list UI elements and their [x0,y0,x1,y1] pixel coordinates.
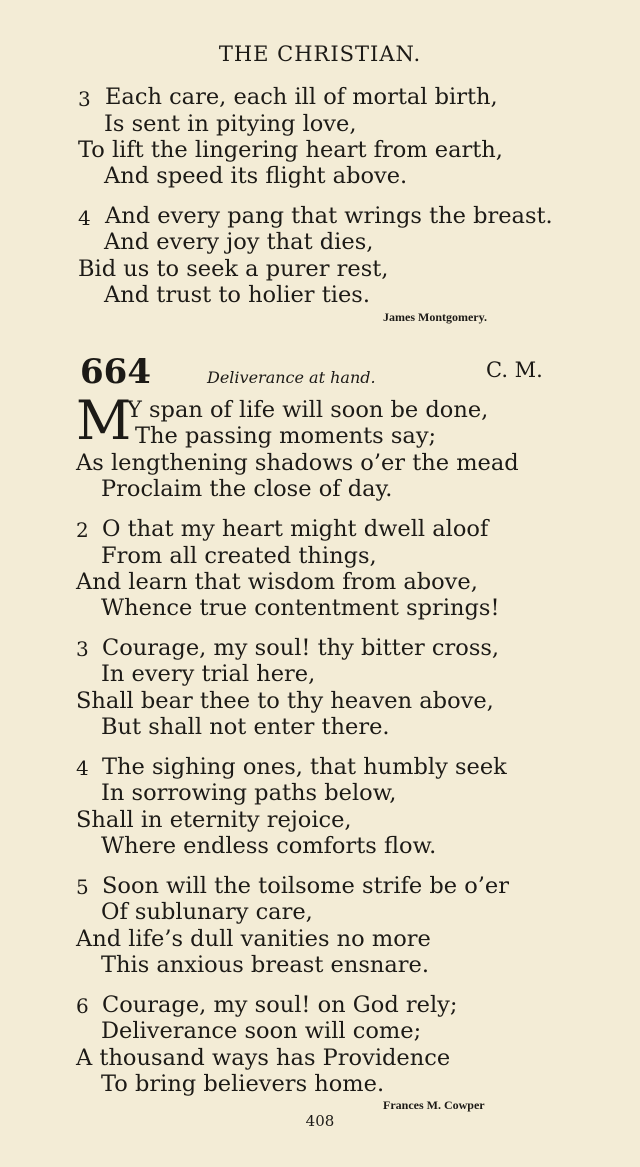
verse-line: Shall in eternity rejoice, [76,807,352,833]
verse-line: In sorrowing paths below, [101,780,397,806]
verse-line: In every trial here, [101,661,316,687]
verse-line: The sighing ones, that humbly seek [102,754,507,780]
stanza-number: 3 [76,637,89,661]
verse-line: Each care, each ill of mortal birth, [105,84,498,110]
verse-line: Whence true contentment springs! [101,595,500,621]
verse-line: From all created things, [101,543,377,569]
verse-line: And every pang that wrings the breast. [105,203,553,229]
hymn-meter: C. M. [486,358,543,382]
verse-line: Y span of life will soon be done, [127,397,489,423]
hymn-number: 664 [80,352,151,392]
verse-line: Of sublunary care, [101,899,313,925]
stanza-number: 6 [76,994,89,1018]
verse-line: This anxious breast ensnare. [101,952,430,978]
verse-line: Where endless comforts flow. [101,833,437,859]
verse-line: Courage, my soul! thy bitter cross, [102,635,500,661]
verse-line: And trust to holier ties. [104,282,370,308]
verse-line: And learn that wisdom from above, [76,569,478,595]
stanza-number: 2 [76,518,89,542]
drop-cap: M [76,389,132,452]
stanza-number: 3 [78,87,91,111]
stanza-number: 5 [76,875,89,899]
verse-line: Is sent in pitying love, [104,111,357,137]
verse-line: And every joy that dies, [104,229,374,255]
verse-line: Courage, my soul! on God rely; [102,992,458,1018]
verse-line: As lengthening shadows o’er the mead [76,450,519,476]
verse-line: To bring believers home. [101,1071,385,1097]
stanza-number: 4 [78,206,91,230]
verse-line: O that my heart might dwell aloof [102,516,489,542]
verse-line: And speed its flight above. [104,163,408,189]
verse-line: To lift the lingering heart from earth, [78,137,503,163]
stanza-number: 4 [76,756,89,780]
author-credit: James Montgomery. [383,310,487,324]
verse-line: The passing moments say; [135,423,437,449]
verse-line: Proclaim the close of day. [101,476,393,502]
page-number: 408 [305,1112,335,1130]
verse-line: Shall bear thee to thy heaven above, [76,688,494,714]
hymn-title: Deliverance at hand. [207,368,376,387]
verse-line: Bid us to seek a purer rest, [78,256,389,282]
verse-line: Deliverance soon will come; [101,1018,422,1044]
verse-line: Soon will the toilsome strife be o’er [102,873,509,899]
verse-line: And life’s dull vanities no more [76,926,431,952]
author-credit: Frances M. Cowper [383,1098,485,1112]
verse-line: But shall not enter there. [101,714,390,740]
verse-line: A thousand ways has Providence [76,1045,451,1071]
running-header: THE CHRISTIAN. [218,42,422,66]
